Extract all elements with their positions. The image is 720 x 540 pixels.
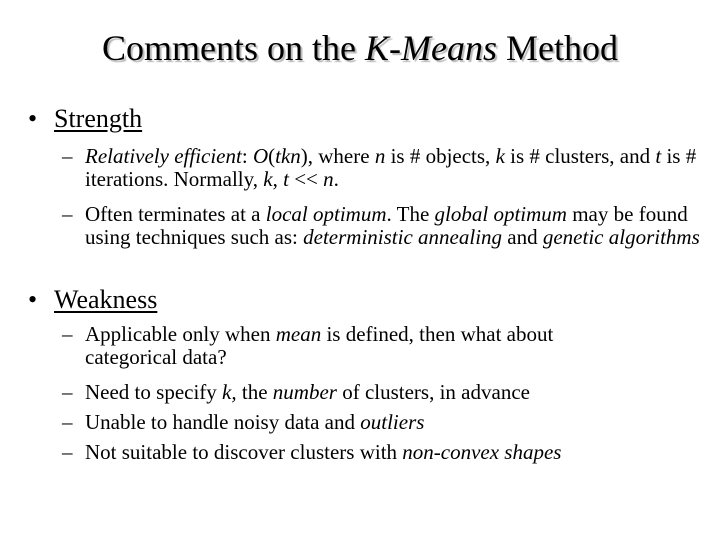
weakness-item-text xyxy=(85,411,712,434)
text-run: Often terminates at a xyxy=(85,202,266,226)
weakness-item-text xyxy=(85,323,622,369)
dash-icon: – xyxy=(62,322,73,346)
italic-text-run: k, xyxy=(222,380,237,404)
text-run: of clusters, in advance xyxy=(336,380,530,404)
italic-text-run: tkn xyxy=(275,144,301,168)
weakness-item-mean xyxy=(62,323,622,369)
title-italic-text: K-Means xyxy=(365,28,497,68)
italic-text-run: Relatively efficient xyxy=(85,144,242,168)
text-run: is # objects, xyxy=(385,144,496,168)
text-run: ), where xyxy=(300,144,375,168)
text-run: Applicable only when xyxy=(85,322,276,346)
weakness-item-noise xyxy=(62,411,712,434)
italic-text-run: k xyxy=(263,167,273,191)
dash-icon: – xyxy=(62,410,73,434)
text-run: ( xyxy=(268,144,276,168)
dash-icon: – xyxy=(62,440,73,464)
text-run: and xyxy=(502,225,543,249)
text-run: << xyxy=(288,167,324,191)
italic-text-run: n xyxy=(374,144,386,168)
italic-text-run: t xyxy=(283,167,289,191)
italic-text-run: number xyxy=(272,380,337,404)
dash-icon: – xyxy=(62,380,73,404)
title-text: Comments on the xyxy=(102,28,365,68)
text-run: Need to specify xyxy=(85,380,223,404)
text-run: Unable to handle noisy data and xyxy=(85,410,361,434)
text-run: may be found using techniques such as: xyxy=(85,202,688,249)
italic-text-run: non-convex shapes xyxy=(402,440,562,464)
text-run: is defined, then what about categorical data? xyxy=(85,322,554,369)
bullet-weakness xyxy=(28,285,157,315)
dash-icon: – xyxy=(62,144,73,168)
strength-item-text xyxy=(85,203,712,249)
text-run: . The xyxy=(386,202,435,226)
weakness-item-shapes xyxy=(62,441,712,464)
italic-text-run: global optimum xyxy=(434,202,567,226)
weakness-item-text xyxy=(85,441,712,464)
dash-icon: – xyxy=(62,202,73,226)
italic-text-run: mean xyxy=(275,322,322,346)
text-run: is # clusters, and xyxy=(504,144,656,168)
italic-text-run: t xyxy=(655,144,662,168)
italic-text-run: k xyxy=(495,144,505,168)
italic-text-run: deterministic annealing xyxy=(303,225,503,249)
text-run: is # iterations. Normally, xyxy=(85,144,697,191)
strength-item-efficiency xyxy=(62,145,712,191)
bullet-icon: • xyxy=(28,104,38,133)
weakness-item-k xyxy=(62,381,712,404)
italic-text-run: n xyxy=(323,167,334,191)
text-run: . xyxy=(333,167,339,191)
italic-text-run: local optimum xyxy=(265,202,387,226)
bullet-strength xyxy=(28,104,142,134)
strength-heading: Strength xyxy=(54,104,143,133)
italic-text-run: outliers xyxy=(360,410,425,434)
italic-text-run: O xyxy=(252,144,269,168)
bullet-icon: • xyxy=(28,285,38,314)
weakness-heading: Weakness xyxy=(54,285,158,314)
strength-item-optimum xyxy=(62,203,712,249)
text-run: the xyxy=(236,380,273,404)
strength-item-text xyxy=(85,145,712,191)
text-run: , xyxy=(272,167,284,191)
text-run: Not suitable to discover clusters with xyxy=(85,440,403,464)
text-run: : xyxy=(241,144,253,168)
slide-title xyxy=(0,26,720,70)
italic-text-run: genetic algorithms xyxy=(542,225,700,249)
weakness-item-text xyxy=(85,381,712,404)
title-text-end: Method xyxy=(496,28,618,68)
